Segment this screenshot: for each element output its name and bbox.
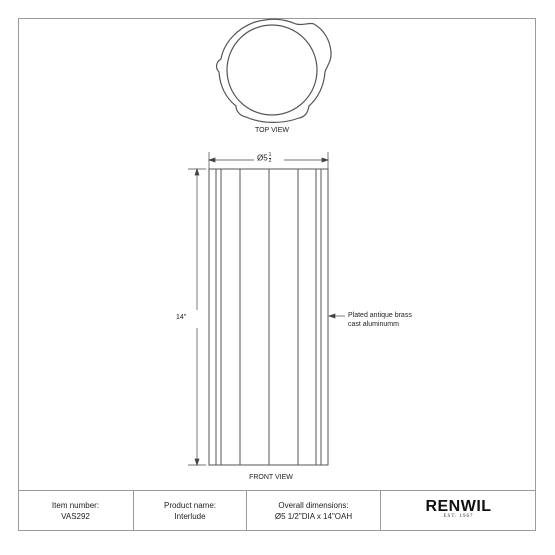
front-view-drawing <box>209 169 328 465</box>
item-number-label: Item number: <box>51 501 100 510</box>
height-dimension <box>188 169 206 465</box>
top-view-inner-opening <box>227 25 317 115</box>
diameter-label <box>257 153 271 164</box>
diameter-fraction-numerator: 1 <box>268 152 272 158</box>
item-number-value: VAS292 <box>61 512 90 521</box>
top-view-outer-rim <box>217 19 332 122</box>
material-line-2: cast aluminumm <box>348 321 399 328</box>
front-view-label: FRONT VIEW <box>249 474 293 481</box>
dimensions-cell <box>247 491 381 531</box>
title-block-table <box>18 490 536 531</box>
top-view-label: TOP VIEW <box>255 127 289 134</box>
material-leader <box>329 314 345 318</box>
top-view-drawing <box>217 19 332 122</box>
product-name-cell <box>134 491 247 531</box>
diameter-value: Ø5 <box>257 153 268 163</box>
height-label: 14" <box>176 314 187 321</box>
product-name-value: Interlude <box>174 512 206 521</box>
material-line-1: Plated antique brass <box>348 312 412 319</box>
diameter-fraction-denominator: 2 <box>268 158 272 164</box>
material-note <box>348 311 412 329</box>
product-name-label: Product name: <box>163 501 217 510</box>
dimensions-value: Ø5 1/2"DIA x 14"OAH <box>274 512 353 521</box>
brand-logo: RENWIL <box>425 497 492 515</box>
item-number-cell <box>18 491 134 531</box>
dimensions-label: Overall dimensions: <box>278 501 349 510</box>
brand-tagline: EST. 1967 <box>443 513 474 519</box>
brand-cell <box>381 491 536 531</box>
